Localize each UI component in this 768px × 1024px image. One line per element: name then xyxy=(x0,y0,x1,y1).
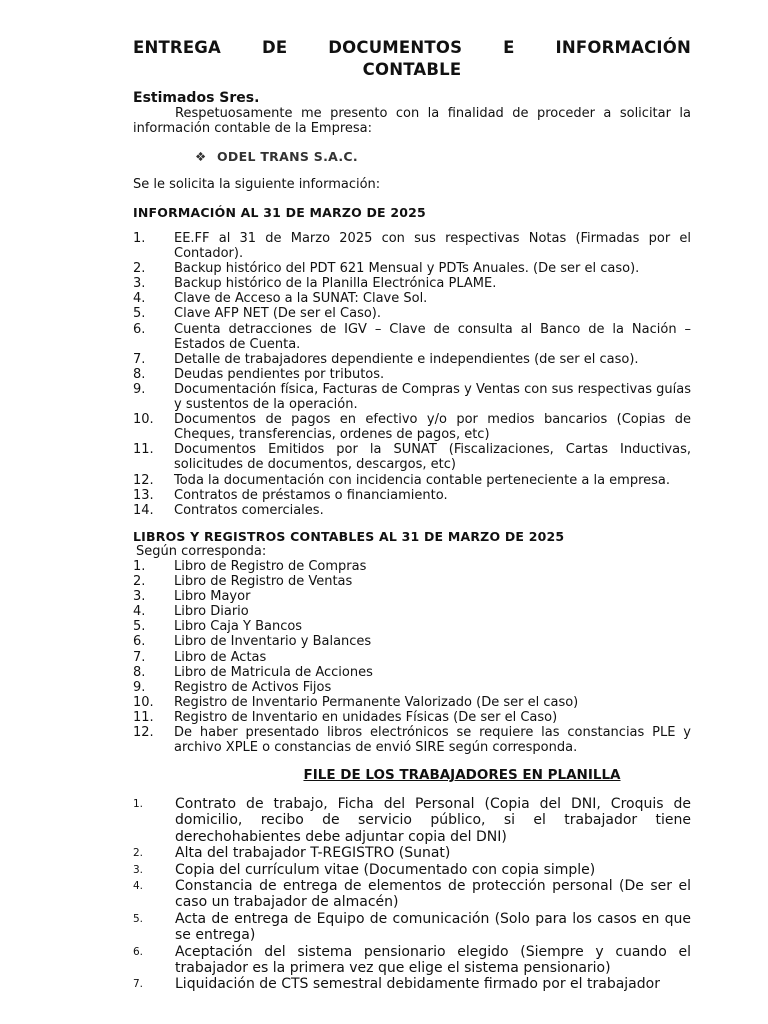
list-item xyxy=(133,488,691,503)
title-line-1 xyxy=(133,37,691,59)
list-item xyxy=(133,619,691,634)
list-item-text: Aceptación del sistema pensionario elegido (Siempre y cuando el trabajador es la primera vez que elige el sistema pensionario) xyxy=(175,943,691,977)
list-item xyxy=(133,559,691,574)
list-item xyxy=(133,442,691,472)
list-item-number: 4. xyxy=(133,880,144,893)
list-item-text: Libro Caja Y Bancos xyxy=(174,619,303,635)
list-item-text: Toda la documentación con incidencia contable perteneciente a la empresa. xyxy=(174,472,671,488)
list-item-text: Documentos Emitidos por la SUNAT (Fiscalizaciones, Cartas Inductivas, solicitudes de documentos, descargos, etc) xyxy=(174,442,691,473)
list-item xyxy=(133,604,691,619)
list-item xyxy=(133,276,691,291)
section-2-subheading: Según corresponda: xyxy=(136,544,267,559)
section-3-list xyxy=(133,796,691,993)
list-item-text: Libro Mayor xyxy=(174,589,251,605)
list-item xyxy=(133,261,691,276)
list-item-number: 6. xyxy=(133,945,144,958)
list-item-text: Libro de Inventario y Balances xyxy=(174,634,372,650)
list-item xyxy=(133,589,691,604)
list-item-text: Backup histórico del PDT 621 Mensual y PDTs Anuales. (De ser el caso). xyxy=(174,261,640,277)
title-word: INFORMACIÓN xyxy=(555,38,691,57)
list-item-text: Libro de Registro de Compras xyxy=(174,559,367,574)
list-item-text: Documentos de pagos en efectivo y/o por medios bancarios (Copias de Cheques, transferencias, ordenes de pagos, etc) xyxy=(174,412,691,443)
list-item-number: 5. xyxy=(133,306,146,322)
list-item xyxy=(133,845,691,861)
list-item-text: Cuenta detracciones de IGV – Clave de consulta al Banco de la Nación – Estados de Cuenta. xyxy=(174,321,691,352)
list-item-text: Libro de Matricula de Acciones xyxy=(174,664,373,680)
list-item xyxy=(133,382,691,412)
list-item-number: 12. xyxy=(133,472,154,488)
list-item xyxy=(133,665,691,680)
list-item xyxy=(133,976,691,992)
list-item xyxy=(133,473,691,488)
document-title xyxy=(133,37,691,81)
list-item-number: 8. xyxy=(133,366,146,382)
title-word: DE xyxy=(261,38,288,57)
list-item-number: 14. xyxy=(133,502,154,518)
list-item-text: Registro de Inventario Permanente Valorizado (De ser el caso) xyxy=(174,694,579,710)
list-item-number: 12. xyxy=(133,725,154,741)
list-item-number: 2. xyxy=(133,847,144,860)
list-item-number: 1. xyxy=(133,798,144,810)
title-word: DOCUMENTOS xyxy=(328,38,463,57)
list-item-number: 10. xyxy=(133,694,154,710)
list-item-number: 11. xyxy=(133,442,154,458)
list-item-number: 3. xyxy=(133,276,146,292)
list-item-text: Alta del trabajador T-REGISTRO (Sunat) xyxy=(175,845,451,862)
list-item-text: Liquidación de CTS semestral debidamente firmado por el trabajador xyxy=(175,976,660,993)
list-item xyxy=(133,911,691,944)
list-item-text: De haber presentado libros electrónicos se requiere las constancias PLE y archivo XPLE o constancias de envió SIRE según corresponda. xyxy=(174,725,691,756)
list-item-number: 10. xyxy=(133,412,154,428)
list-item xyxy=(133,574,691,589)
greeting: Estimados Sres. xyxy=(133,90,260,106)
list-item-number: 8. xyxy=(133,664,146,680)
list-item-text: Registro de Inventario en unidades Físicas (De ser el Caso) xyxy=(174,709,558,725)
list-item-text: Clave de Acceso a la SUNAT: Clave Sol. xyxy=(174,291,428,307)
list-item-number: 2. xyxy=(133,574,146,590)
list-item-number: 5. xyxy=(133,912,144,925)
list-item-text: Clave AFP NET (De ser el Caso). xyxy=(174,306,382,322)
list-item-text: Libro de Registro de Ventas xyxy=(174,574,353,590)
list-item-number: 13. xyxy=(133,487,154,503)
company-name: ODEL TRANS S.A.C. xyxy=(217,149,358,164)
company-line xyxy=(195,149,358,164)
list-item xyxy=(133,796,691,845)
intro-paragraph xyxy=(133,106,691,136)
list-item-text: Copia del currículum vitae (Documentado con copia simple) xyxy=(175,861,596,878)
list-item xyxy=(133,725,691,755)
list-item-number: 1. xyxy=(133,559,146,574)
list-item-text: Libro Diario xyxy=(174,604,249,620)
list-item-text: Registro de Activos Fijos xyxy=(174,679,332,695)
list-item-text: Documentación física, Facturas de Compras y Ventas con sus respectivas guías y sustentos de la operación. xyxy=(174,381,691,413)
list-item-number: 9. xyxy=(133,381,146,397)
list-item-number: 6. xyxy=(133,321,146,337)
list-item-text: Constancia de entrega de elementos de protección personal (De ser el caso un trabajador de almacén) xyxy=(175,878,691,911)
list-item xyxy=(133,878,691,911)
list-item-number: 4. xyxy=(133,604,146,620)
list-item-text: Deudas pendientes por tributos. xyxy=(174,366,385,382)
list-item-number: 4. xyxy=(133,291,146,307)
diamond-bullet-icon: ❖ xyxy=(195,149,207,164)
list-item xyxy=(133,231,691,261)
list-item-number: 3. xyxy=(133,863,144,876)
section-1-heading: INFORMACIÓN AL 31 DE MARZO DE 2025 xyxy=(133,205,426,220)
list-item xyxy=(133,862,691,878)
list-item xyxy=(133,695,691,710)
section-2-list xyxy=(133,559,691,755)
list-item xyxy=(133,650,691,665)
intro-text: Respetuosamente me presento con la finalidad de proceder a solicitar la información contable de la Empresa: xyxy=(133,106,691,137)
list-item-text: Contrato de trabajo, Ficha del Personal (Copia del DNI, Croquis de domicilio, recibo de servicio público, si el trabajador tiene derechohabientes debe adjuntar copia del DNI) xyxy=(175,796,691,845)
list-item-number: 6. xyxy=(133,634,146,650)
list-item-text: EE.FF al 31 de Marzo 2025 con sus respectivas Notas (Firmadas por el Contador). xyxy=(174,231,691,262)
list-item-number: 11. xyxy=(133,709,154,725)
list-item xyxy=(133,291,691,306)
list-item xyxy=(133,710,691,725)
section-1-list xyxy=(133,231,691,518)
section-3-heading: FILE DE LOS TRABAJADORES EN PLANILLA xyxy=(303,767,621,783)
list-item xyxy=(133,634,691,649)
list-item xyxy=(133,944,691,977)
list-item-text: Acta de entrega de Equipo de comunicación (Solo para los casos en que se entrega) xyxy=(175,910,691,944)
list-item xyxy=(133,503,691,518)
list-item-text: Contratos comerciales. xyxy=(174,502,324,518)
list-item-text: Detalle de trabajadores dependiente e independientes (de ser el caso). xyxy=(174,351,639,367)
list-item-number: 1. xyxy=(133,231,146,246)
title-word: E xyxy=(503,38,515,57)
title-line-2: CONTABLE xyxy=(362,60,462,79)
list-item-number: 2. xyxy=(133,261,146,277)
section-2-heading: LIBROS Y REGISTROS CONTABLES AL 31 DE MARZO DE 2025 xyxy=(133,529,565,544)
list-item xyxy=(133,322,691,352)
list-item xyxy=(133,680,691,695)
list-item xyxy=(133,412,691,442)
list-item-number: 7. xyxy=(133,351,146,367)
title-word: ENTREGA xyxy=(133,38,222,57)
list-item-number: 7. xyxy=(133,978,144,991)
list-item-number: 5. xyxy=(133,619,146,635)
list-item-number: 7. xyxy=(133,649,146,665)
list-item xyxy=(133,352,691,367)
list-item xyxy=(133,306,691,321)
list-item xyxy=(133,367,691,382)
list-item-text: Libro de Actas xyxy=(174,649,267,665)
list-item-text: Backup histórico de la Planilla Electrónica PLAME. xyxy=(174,276,497,292)
list-item-number: 9. xyxy=(133,679,146,695)
list-item-text: Contratos de préstamos o financiamiento. xyxy=(174,487,448,503)
list-item-number: 3. xyxy=(133,589,146,605)
request-line: Se le solicita la siguiente información: xyxy=(133,177,381,192)
